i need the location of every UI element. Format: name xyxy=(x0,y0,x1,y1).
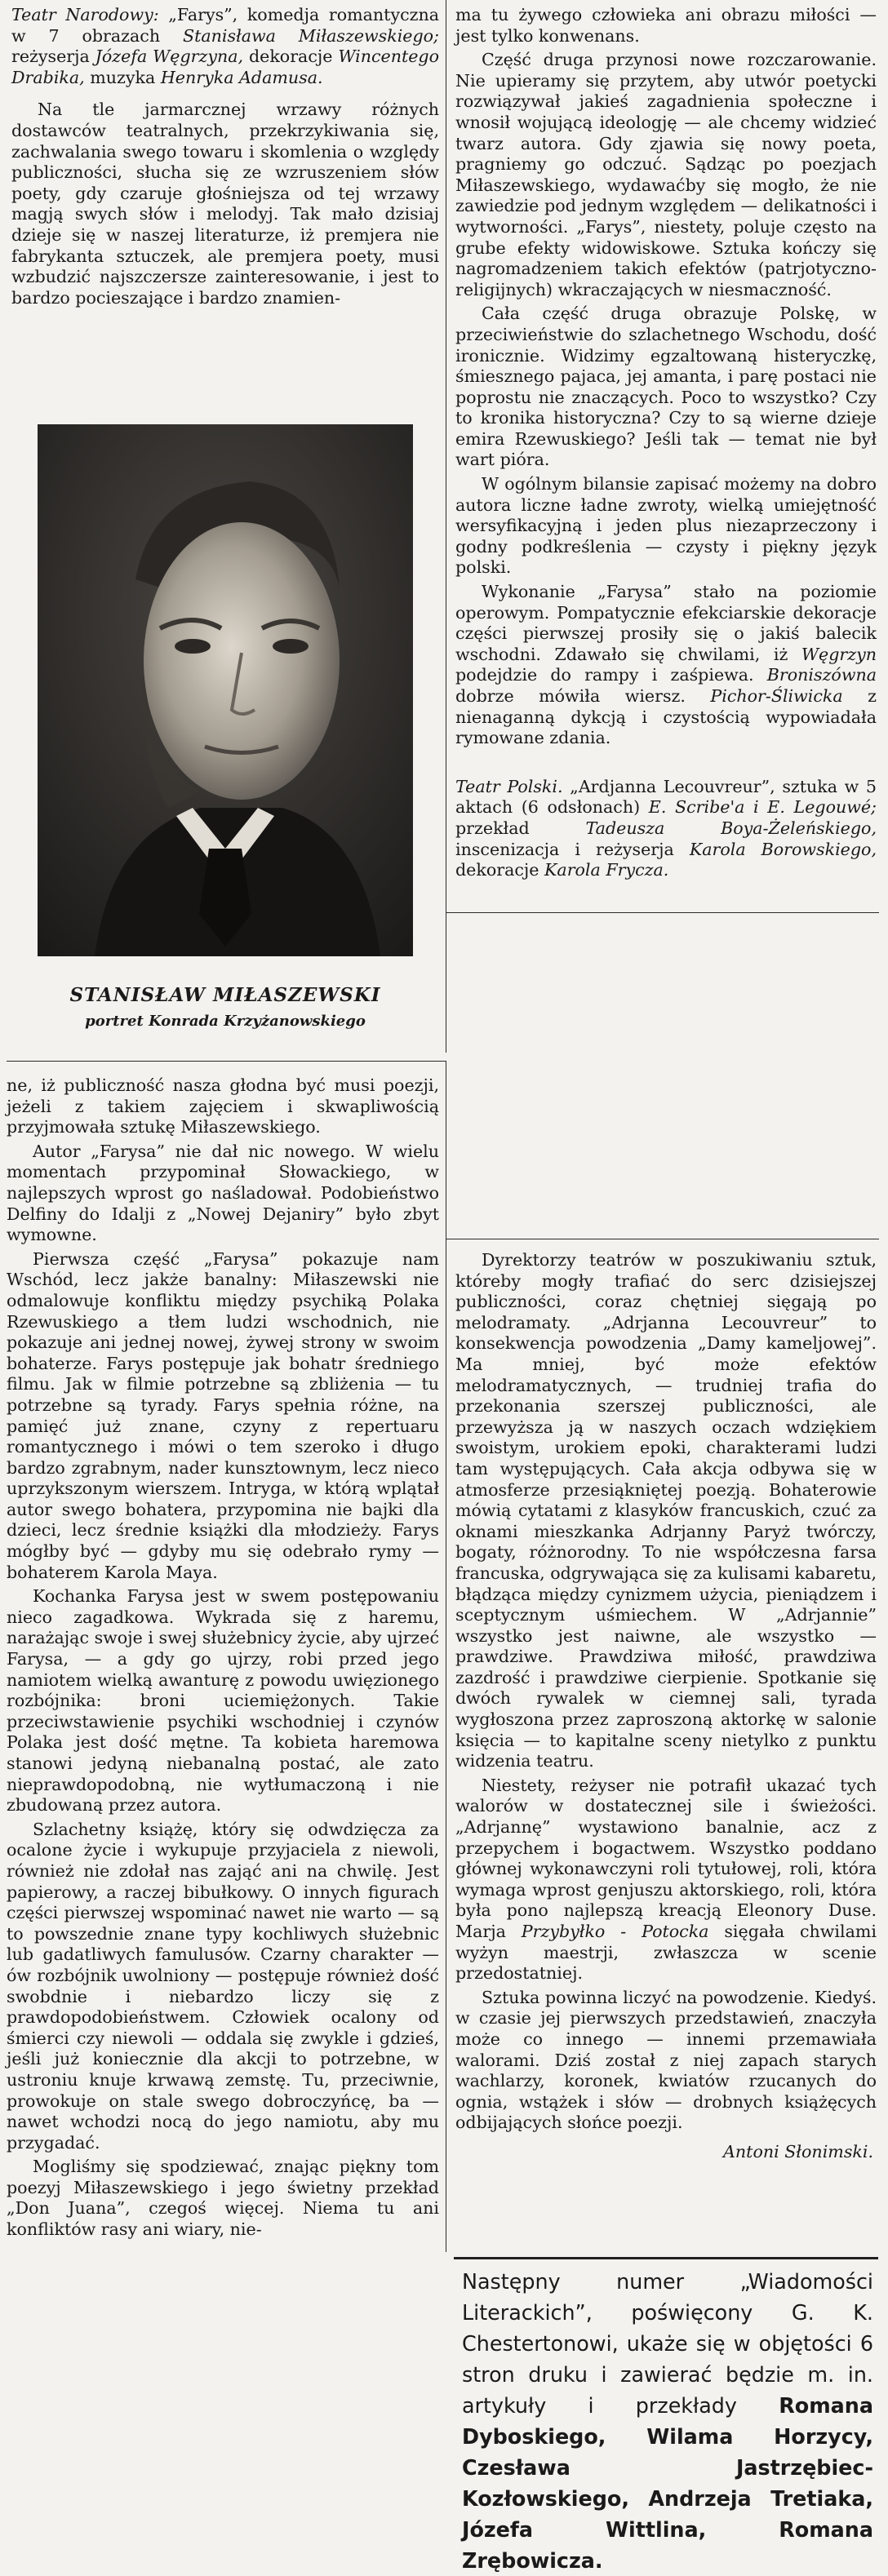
paragraph: ne, iż publiczność nasza głodna być musi poezji, jeżeli z takiem zajęciem i skwapliwością przyjmowała sztukę Miłaszewskiego. xyxy=(7,1075,439,1137)
paragraph: Autor „Farysa” nie dał nic nowego. W wielu momentach przypominał Słowackiego, w najlepszych wprost go naśladował. Podobieństwo Delfiny do Idalji z „Nowej Dejaniry” było zbyt wymowne. xyxy=(7,1141,439,1245)
text: Wykonanie „Farysa” stało na poziomie operowym. Pompatycznie efekciarskie dekoracje części pierwszej prosiły się o jakiś balecik wschodni. Zdawało się chwilami, iż xyxy=(455,582,877,664)
paragraph xyxy=(455,582,877,749)
review-farys-intro xyxy=(11,5,439,312)
author-name: Stanisława Miłaszewskiego; xyxy=(182,25,439,46)
contributor-names: Romana Dyboskiego, Wilama Horzycy, Czesława Jastrzębiec-Kozłowskiego, Andrzeja Tretiaka, Józefa Wittlina, Romana Zrębowicza. xyxy=(462,2393,873,2573)
actor-name: Węgrzyn xyxy=(801,644,877,664)
paragraph: Kochanka Farysa jest w swem postępowaniu nieco zagadkowa. Wykrada się z haremu, narażając swoje i swej służebnicy życie, aby ujrzeć Farysa, — a gdy go ujrzy, robi przed jego namiotem wielką awanturę z powodu uwięzionego rozbójnika: broni uciemiężonych. Takie przeciwstawienie psychiki wschodniej i czynów Polaka jest dość mętne. Ta kobieta haremowa stanowi jedyną niebanalną postać, ale zato nieprawdopodobną, nie wytłumaczoną i nie zbudowaną przez autora. xyxy=(7,1586,439,1816)
review-farys-continued xyxy=(455,5,877,885)
caption-credit: portret Konrada Krzyżanowskiego xyxy=(85,1013,366,1030)
text: podejdzie do rampy i zaśpiewa. xyxy=(455,665,767,685)
header-text: przekład xyxy=(455,818,586,838)
header-text: reżyserja xyxy=(11,47,95,67)
author-signature: Antoni Słonimski. xyxy=(723,2141,873,2161)
theatre-name: Teatr Polski. xyxy=(455,776,563,796)
header-text: dekoracje xyxy=(455,860,545,880)
paragraph: W ogólnym bilansie zapisać możemy na dobro autora liczne ładne zwroty, wielką umiejętność wersyfikacyjną i jeden plus niezaprzeczony i godny podkreślenia — czysty i piękny język polski. xyxy=(455,474,877,578)
header-text: inscenizacja i reżyserja xyxy=(455,839,690,859)
paragraph: Dyrektorzy teatrów w poszukiwaniu sztuk, któreby mogły trafiać do serc dzisiejszej publiczności, coraz chętniej sięgają po melodramaty. „Adrjanna Lecouvreur” to konsekwencja powodzenia „Damy kameljowej”. Ma mniej, być może efektów melodramatycznych, — trudniej trafia do przekonania szerszej publiczności, ale przewyższa ją w naszych oczach wdziękiem swoistym, urokiem epoki, charakterami ludzi tam występujących. Cała akcja odbywa się w atmosferze przesiąkniętej poezją. Bohaterowie mówią cytatami z klasyków francuskich, czuć za oknami mieszkanka Adrjanny Paryż twórczy, bogaty, różnorodny. To nie współczesna farsa francuska, odgrywająca się za kulisami kabaretu, błądząca między cynizmem użycia, pieniądzem i sceptycznym uśmiechem. W „Adrjannie” wszystko jest naiwne, ale wszystko — prawdziwe. Prawdziwa miłość, prawdziwa zazdrość i prawdziwe cierpienie. Spotkanie się dwóch rywalek w ciemnej sali, tyrada wygłoszona przez zaproszoną aktorkę w salonie księcia — to kapitalne sceny nietylko z punktu widzenia teatru. xyxy=(455,1250,877,1771)
director-name: Karola Borowskiego, xyxy=(689,839,877,859)
paragraph: Część druga przynosi nowe rozczarowanie. Nie upieramy się przytem, aby utwór poetycki rozwiązywał jakieś zagadnienia społeczne i wnosił wojującą ideologję — ale chcemy widzieć twarz autora. Gdy zjawia się nowy poeta, pragniemy go odczuć. Sądząc po poezjach Miłaszewskiego, wydawaćby się mogło, że nie zawiedzie pod jednym względem — delikatności i wytworności. „Farys”, niestety, poluje często na grube efekty widowiskowe. Sztuka kończy się nagromadzeniem takich efektów (patrjotyczno-religijnych) wkraczających w niesmaczność. xyxy=(455,50,877,299)
header-text: „Ardjanna Lecouvreur”, sztuka w 5 aktach (6 odsłonach) xyxy=(455,776,877,818)
theatre-name: Teatr Narodowy: xyxy=(11,5,159,24)
paragraph: Szlachetny książę, który się odwdzięcza za ocalone życie i wykupuje przyjaciela z niewoli, również nie zdołał nas zająć ani na chwilę. Jest papierowy, a raczej bibułkowy. O innych figurach części pierwszej wspominać nawet nie warto — są to powszednie znane typy kochliwych służebnic lub gadatliwych famulusów. Czarny charakter — ów rozbójnik uwolniony — postępuje również dość swobdnie i niebardzo liczy się z prawdopodobieństwem. Człowiek ocalony od śmierci czy niewoli — oddala się zwykle i gdzieś, jeśli już koniecznie dla akcji to potrzebne, w ustroniu knuje krwawą zemstę. Tu, przeciwnie, prowokuje on stale swego dobroczyńcę, ba — nawet wchodzi nocą do jego namiotu, aby mu przygadać. xyxy=(7,1819,439,2153)
author-name: E. Scribe'a i E. Legouwé; xyxy=(648,797,877,818)
portrait-photo xyxy=(38,424,413,956)
review-header-adrjanna xyxy=(455,777,877,881)
review-header-farys xyxy=(11,5,439,88)
review-farys-body xyxy=(7,1075,439,2244)
paragraph xyxy=(455,1776,877,1984)
header-text: dekoracje xyxy=(243,47,339,67)
header-text: muzyka xyxy=(84,67,161,87)
actor-name: Broniszówna xyxy=(766,665,877,685)
caption-name: STANISŁAW MIŁASZEWSKI xyxy=(69,984,381,1006)
director-name: Józefa Węgrzyna, xyxy=(95,47,244,67)
paragraph: Cała część druga obrazuje Polskę, w przeciwieństwie do szlachetnego Wschodu, dość ironicznie. Widzimy egzaltowaną histeryczkę, śmiesznego pajaca, jej amanta, i parę postaci nie poprostu nie znaczących. Poco to wszystko? Czy to kronika historyczna? Czy to są wierne dzieje emira Rzewuskiego? Jeśli tak — temat nie był wart pióra. xyxy=(455,304,877,470)
review-separator xyxy=(446,912,879,913)
paragraph: Pierwsza część „Farysa” pokazuje nam Wschód, lecz jakże banalny: Miłaszewski nie odmalowuje konfliktu między psychiką Polaka Rzewuskiego a tłem ludzi wschodnich, nie pokazuje ani jednej nowej, żywej strony w swoim bohaterze. Farys postępuje jak bohatr średniego filmu. Jak w filmie potrzebne są zbliżenia — tu potrzebne są tyrady. Farys spełnia różne, na pamięć już znane, czyny z repertuaru romantycznego i mówi o tem szeroko i długo bardzo zgrabnym, nader kunsztownym, lecz nieco uprzykszonym wierszem. Intryga, w którą wplątał autor swego bohatera, przypomina nie bajki dla dzieci, lecz średnie książki dla młodzieży. Farys mógłby być — gdyby mu się odebrało rymy — bohaterem Karola Maya. xyxy=(7,1248,439,1582)
designer-name: Karola Frycza. xyxy=(544,860,669,880)
text: sięgała chwilami wyżyn maestrji, zwłaszcza w scenie przedostatniej. xyxy=(455,1922,877,1984)
next-issue-announcement xyxy=(454,2257,878,2573)
paragraph: Sztuka powinna liczyć na powodzenie. Kiedyś. w czasie jej pierwszych przedstawień, znaczyła może co innego — innemi przemawiała walorami. Dziś został z niej zapach starych wachlarzy, koronek, kwiatów rzucanych do ognia, wstążek i słów — drobnych książęcych odbijających słońce poezji. xyxy=(455,1987,877,2133)
portrait-image xyxy=(38,424,413,956)
composer-name: Henryka Adamusa. xyxy=(160,67,323,87)
paragraph: Mogliśmy się spodziewać, znając piękny tom poezyj Miłaszewskiego i jego świetny przekład „Don Juana”, czegoś więcej. Niema tu ani konfliktów rasy ani wiary, nie- xyxy=(7,2157,439,2240)
paragraph: Na tle jarmarcznej wrzawy różnych dostawców teatralnych, przekrzykiwania się, zachwalania swego towaru i skomlenia o względy publiczności, słucha się ze wzruszeniem słów poety, gdy czaruje głośniejsza od tej wrzawy magją swych słów i melodyj. Tak mało dzisiaj dzieje się w naszej literaturze, iż premjera nie fabrykanta sztuczek, ale premjera poety, musi wzbudzić najszczersze zainteresowanie, i jest to bardzo pocieszające i bardzo znamien- xyxy=(11,100,439,308)
text: Następny numer „Wiadomości Literackich”, poświęcony G. K. Chestertonowi, ukaże się w objętości 6 stron druku i zawierać będzie m. in. artykuły i przekłady xyxy=(462,2269,873,2418)
text: z nienaganną dykcją i czystością wypowiadała rymowane zdania. xyxy=(455,686,877,748)
text: Niestety, reżyser nie potrafił ukazać tych walorów w dostatecznej sile i świeżości. „Adrjannę” wystawiono banalnie, acz z przepychem i bogactwem. Wszystko poddano głównej wykonawczyni roli tytułowej, roli, która wymaga wprost genjuszu aktorskiego, roli, która była pono najlepszą kreacją Eleonory Duse. Marja xyxy=(455,1775,877,1941)
translator-name: Tadeusza Boya-Żeleńskiego, xyxy=(585,818,877,838)
paragraph: ma tu żywego człowieka ani obrazu miłości — jest tylko konwenans. xyxy=(455,5,877,46)
header-text: „Farys”, komedja romantyczna w 7 obrazach xyxy=(11,5,440,46)
caption-separator xyxy=(7,1061,446,1062)
portrait-caption xyxy=(11,976,439,1030)
announcement-text xyxy=(454,2259,878,2576)
review-adrjanna-body xyxy=(455,1250,877,2163)
text: dobrze mówiła wiersz. xyxy=(455,686,711,706)
actor-name: Przybyłko - Potocka xyxy=(521,1922,709,1941)
designer-name: Wincentego Drabika, xyxy=(11,47,439,87)
actor-name: Pichor-Śliwicka xyxy=(710,686,843,706)
